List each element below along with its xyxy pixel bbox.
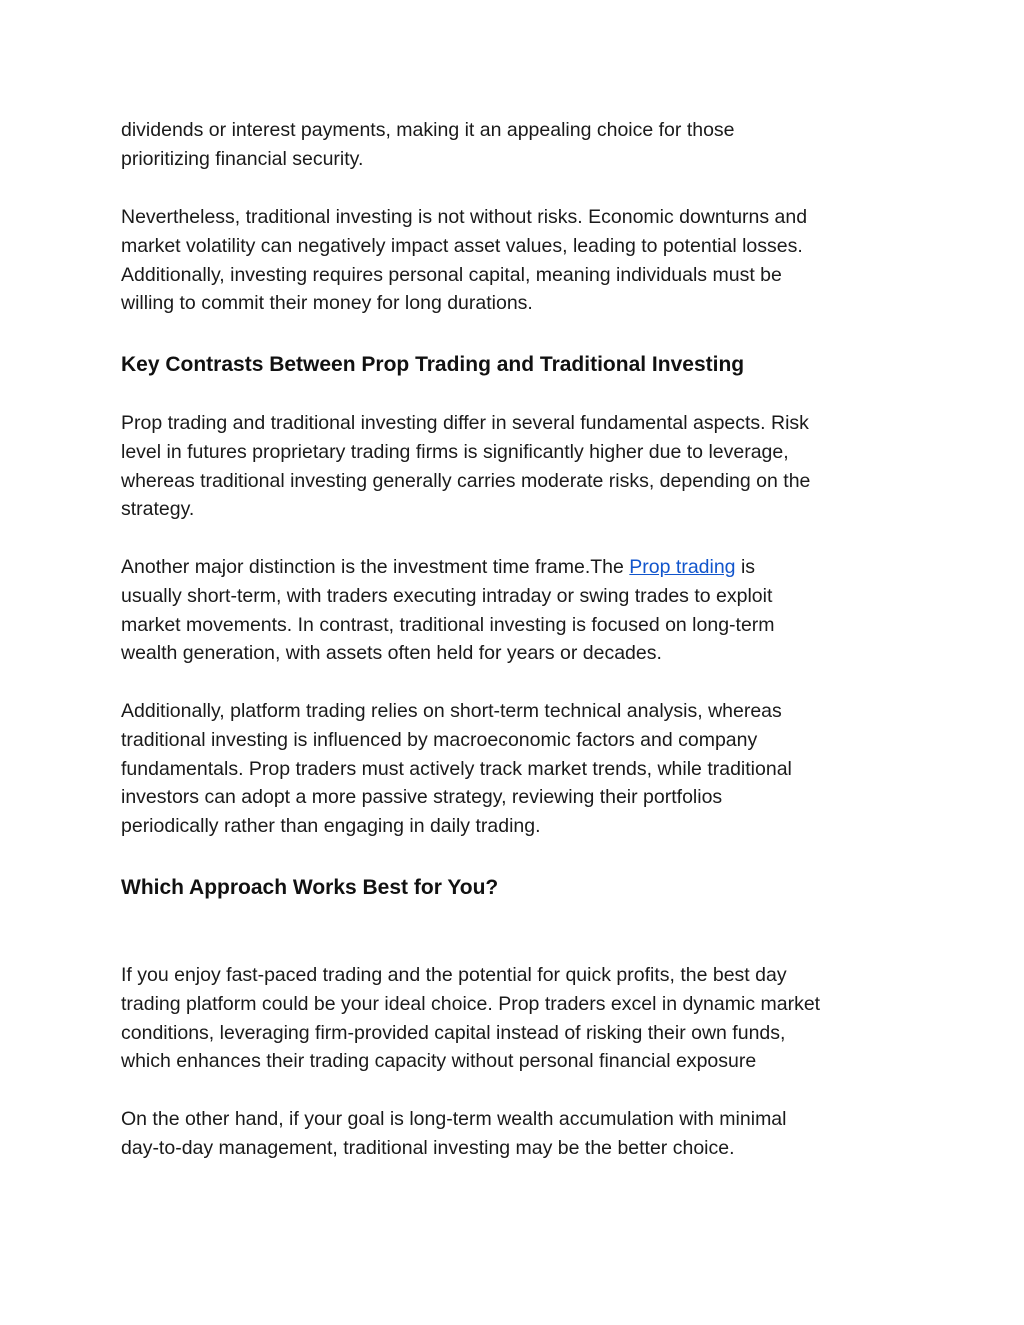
text-line: wealth generation, with assets often held for years or decades. (121, 642, 662, 665)
text-line: trading platform could be your ideal choice. Prop traders excel in dynamic market (121, 992, 821, 1015)
text-before-link: Another major distinction is the investment time frame.The (121, 556, 630, 578)
text-line: which enhances their trading capacity without personal financial exposure (121, 1050, 757, 1073)
text-line-with-link (121, 553, 775, 582)
heading-which-approach: Which Approach Works Best for You? (121, 876, 499, 899)
prop-trading-link[interactable]: Prop trading (629, 556, 736, 578)
text-line: investors can adopt a more passive strategy, reviewing their portfolios (121, 786, 723, 809)
paragraph-time-frame (121, 553, 775, 668)
text-line: If you enjoy fast-paced trading and the potential for quick profits, the best day (121, 964, 787, 986)
paragraph-prop-vs-traditional (121, 409, 810, 524)
text-line: usually short-term, with traders executing intraday or swing trades to exploit (121, 584, 773, 607)
text-line: market volatility can negatively impact asset values, leading to potential losses. (121, 234, 803, 257)
text-line: traditional investing is influenced by macroeconomic factors and company (121, 728, 758, 751)
text-after-link: is (740, 556, 756, 578)
text-line: periodically rather than engaging in daily trading. (121, 815, 541, 838)
paragraph-other-hand (121, 1105, 787, 1163)
paragraph-dividends (121, 116, 735, 174)
text-line: prioritizing financial security. (121, 147, 364, 170)
text-line: market movements. In contrast, traditional investing is focused on long-term (121, 613, 775, 636)
text-line: Nevertheless, traditional investing is not without risks. Economic downturns and (121, 206, 808, 228)
paragraph-platform (121, 697, 792, 841)
text-line: Additionally, investing requires personal capital, meaning individuals must be (121, 263, 782, 286)
text-line: strategy. (121, 498, 195, 521)
text-line: Prop trading and traditional investing differ in several fundamental aspects. Risk (121, 412, 809, 434)
text-line: willing to commit their money for long durations. (121, 292, 533, 315)
paragraph-nevertheless (121, 203, 807, 318)
paragraph-fast-paced (121, 961, 820, 1076)
text-line: dividends or interest payments, making it an appealing choice for those (121, 119, 735, 141)
text-line: day-to-day management, traditional investing may be the better choice. (121, 1136, 735, 1159)
text-line: Additionally, platform trading relies on short-term technical analysis, whereas (121, 700, 782, 722)
heading-key-contrasts: Key Contrasts Between Prop Trading and Traditional Investing (121, 353, 745, 376)
text-line: whereas traditional investing generally carries moderate risks, depending on the (121, 469, 811, 492)
text-line: On the other hand, if your goal is long-term wealth accumulation with minimal (121, 1108, 787, 1130)
text-line: level in futures proprietary trading firms is significantly higher due to leverage, (121, 440, 789, 463)
text-line: fundamentals. Prop traders must actively track market trends, while traditional (121, 757, 792, 780)
text-line: conditions, leveraging firm-provided capital instead of risking their own funds, (121, 1021, 786, 1044)
